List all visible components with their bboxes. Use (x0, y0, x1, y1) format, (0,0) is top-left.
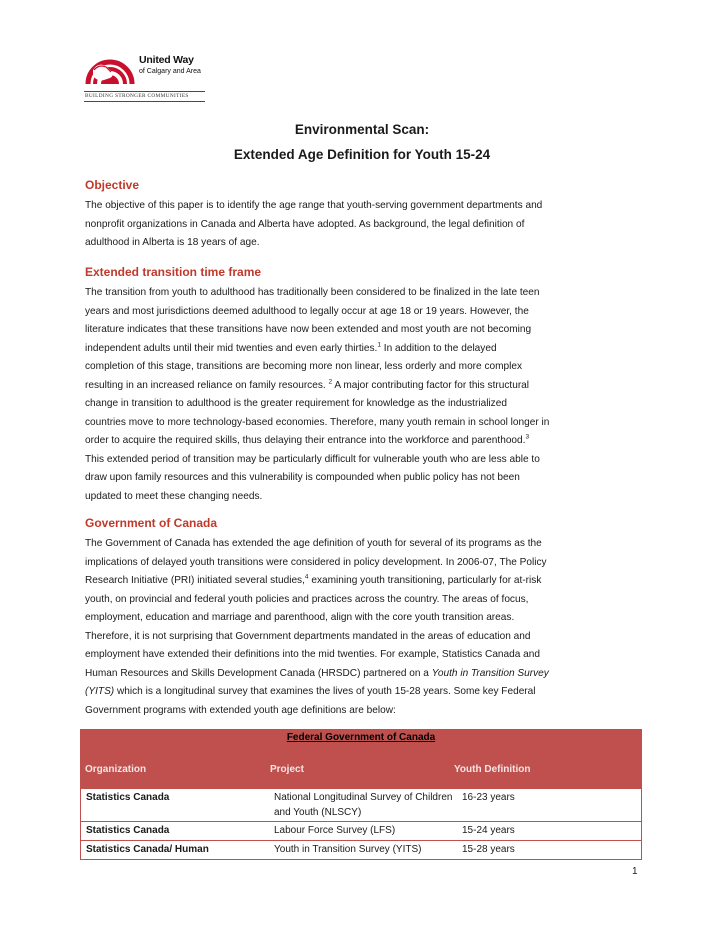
column-header-youth-definition: Youth Definition (454, 764, 531, 775)
footnote-ref[interactable]: 3 (525, 433, 530, 441)
text-line: literature indicates that these transitions have now been extended and most youth are not becoming (85, 324, 532, 335)
page-number: 1 (632, 866, 638, 877)
footnote-ref[interactable]: 2 (328, 378, 333, 386)
logo-divider-bottom (84, 101, 205, 102)
text-line: Research Initiative (PRI) initiated several studies,$^4$ examining youth transitioning, particularly for at-risk (85, 573, 542, 586)
text-line: Human Resources and Skills Development Canada (HRSDC) partnered on a Youth in Transition Survey (85, 667, 549, 679)
document-title-line2: Extended Age Definition for Youth 15-24 (233, 147, 491, 162)
text-line: change in transition to adulthood is the greater requirement for knowledge as the industrialized (85, 398, 507, 409)
cell-organization: Statistics Canada (86, 792, 170, 803)
heading-extended-transition: Extended transition time frame (85, 265, 262, 279)
paragraph-government-of-canada (85, 535, 641, 720)
table-caption: Federal Government of Canada (286, 732, 436, 743)
cell-project: Labour Force Survey (LFS) (274, 825, 396, 836)
federal-programs-table (80, 729, 642, 860)
united-way-logo (84, 40, 209, 104)
text-line: The objective of this paper is to identify the age range that youth-serving government departments and (85, 200, 543, 211)
united-way-hand-icon (84, 40, 136, 88)
document-title-line1: Environmental Scan: (294, 122, 430, 137)
text-line: employment, education and marriage and parenthood, align with the core youth transition areas. (85, 612, 515, 623)
heading-government-of-canada: Government of Canada (85, 516, 218, 530)
text-line: nonprofit organizations in Canada and Alberta have adopted. As background, the legal definition of (85, 218, 525, 230)
cell-youth-definition: 15-24 years (462, 825, 515, 836)
text-line: This extended period of transition may be particularly difficult for vulnerable youth who are less able to (85, 453, 540, 465)
text-line: implications of delayed youth transitions were considered in policy development. In 2006-07, The Policy (85, 556, 547, 568)
column-header-project: Project (270, 764, 304, 775)
cell-organization: Statistics Canada/ Human (86, 844, 209, 855)
column-header-organization: Organization (85, 764, 147, 775)
text-line: youth, on provincial and federal youth policies and practices across the country. The areas of focus, (85, 593, 529, 605)
text-line: Therefore, it is not surprising that Government departments mandated in the areas of education and (85, 630, 531, 642)
table-row (80, 841, 642, 860)
logo-org-name: United Way (139, 54, 194, 66)
table-row (80, 822, 642, 841)
paragraph-objective (85, 197, 641, 253)
cell-youth-definition: 15-28 years (462, 844, 515, 855)
text-line: order to acquire the required skills, thus delaying their entrance into the workforce and parenthood.$^3$ (85, 433, 530, 446)
cell-organization: Statistics Canada (86, 825, 170, 836)
paragraph-extended-transition (85, 284, 641, 506)
cell-project: Youth in Transition Survey (YITS) (274, 844, 422, 855)
footnote-ref[interactable]: 1 (377, 341, 381, 349)
table-header-band (80, 729, 642, 789)
footnote-ref[interactable]: 4 (304, 573, 309, 581)
cell-project: National Longitudinal Survey of Children and Youth (NLSCY) (274, 792, 453, 818)
survey-name-italic: Youth in Transition Survey (431, 667, 549, 679)
cell-youth-definition: 16-23 years (462, 792, 515, 803)
text-line: The Government of Canada has extended the age definition of youth for several of its programs as the (85, 538, 542, 549)
text-line: (YITS) which is a longitudinal survey that examines the lives of youth 15-28 years. Some key Federal (85, 686, 536, 697)
text-line: independent adults until their mid twenties and even early thirties.$^1$ In addition to the delayed (85, 341, 497, 354)
text-line: draw upon family resources and this vulnerability is compounded when public policy has not been (85, 472, 520, 483)
text-line: completion of this stage, transitions are becoming more non linear, less orderly and more complex (85, 361, 523, 372)
text-line: years and most jurisdictions deemed adulthood to legally occur at age 18 or 19 years. However, the (85, 305, 529, 317)
logo-divider-top (84, 91, 205, 92)
text-line: adulthood in Alberta is 18 years of age. (85, 237, 260, 248)
text-line: updated to meet these changing needs. (85, 490, 263, 502)
text-line: Government programs with extended youth age definitions are below: (85, 704, 396, 716)
heading-objective: Objective (85, 178, 140, 192)
text-line: countries move to more technology-based economies. Therefore, many youth remain in school longer in (85, 416, 550, 428)
text-line: The transition from youth to adulthood has traditionally been considered to be finalized in the late teen (85, 287, 540, 298)
logo-tagline: BUILDING STRONGER COMMUNITIES (85, 93, 189, 99)
text-line: resulting in an increased reliance on family resources. $^2$ A major contributing factor for this structural (85, 378, 530, 391)
text-line: employment have extended their definitions into the mid twenties. For example, Statistics Canada and (85, 649, 541, 660)
table-row (80, 789, 642, 822)
logo-org-region: of Calgary and Area (139, 68, 201, 75)
